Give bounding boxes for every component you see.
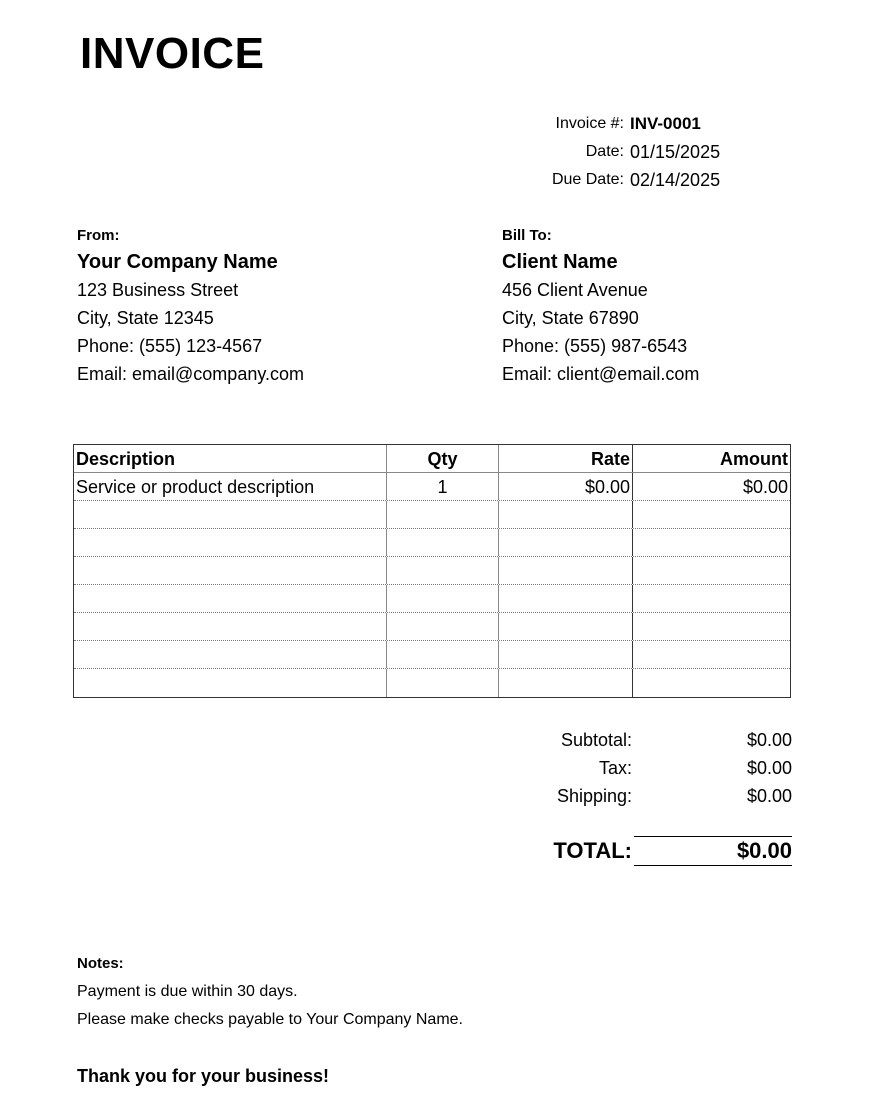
item-description	[74, 585, 387, 612]
item-amount	[633, 585, 790, 612]
line-items-table	[73, 444, 791, 698]
item-rate	[499, 501, 633, 528]
subtotal-label: Subtotal:	[560, 729, 632, 750]
from-phone: Phone: (555) 123-4567	[77, 336, 263, 356]
invoice-number-row	[500, 110, 740, 138]
notes-heading: Notes:	[77, 955, 124, 972]
invoice-number-value: INV-0001	[630, 114, 701, 133]
tax-value: $0.00	[746, 757, 792, 778]
table-row	[74, 501, 790, 529]
table-row	[74, 669, 790, 697]
notes-payment-terms: Payment is due within 30 days.	[77, 983, 298, 1000]
from-company-name: Your Company Name	[77, 251, 278, 273]
item-amount	[633, 557, 790, 584]
item-qty	[387, 641, 499, 668]
due-date-value: 02/14/2025	[630, 169, 721, 190]
column-header-qty: Qty	[387, 445, 499, 472]
shipping-label: Shipping:	[556, 785, 632, 806]
tax-row	[500, 754, 792, 782]
item-qty	[387, 529, 499, 556]
total-value: $0.00	[634, 836, 792, 866]
column-header-rate: Rate	[499, 445, 633, 472]
table-row	[74, 613, 790, 641]
item-qty	[387, 585, 499, 612]
from-city-state: City, State 12345	[77, 308, 214, 328]
client-email: Email: client@email.com	[502, 364, 700, 384]
item-description	[74, 557, 387, 584]
subtotal-row	[500, 726, 792, 754]
item-description	[74, 501, 387, 528]
table-row	[74, 641, 790, 669]
client-phone: Phone: (555) 987-6543	[502, 336, 688, 356]
table-row	[74, 585, 790, 613]
client-name: Client Name	[502, 251, 618, 273]
shipping-row	[500, 782, 792, 810]
item-amount: $0.00	[742, 477, 788, 497]
item-amount	[633, 669, 790, 697]
item-rate	[499, 613, 633, 640]
table-row	[74, 529, 790, 557]
item-rate	[499, 585, 633, 612]
subtotal-value: $0.00	[746, 729, 792, 750]
table-header-row	[74, 445, 790, 473]
item-amount	[633, 613, 790, 640]
from-section	[77, 224, 397, 388]
invoice-date-row	[500, 138, 740, 166]
item-description: Service or product description	[74, 473, 387, 500]
client-city-state: City, State 67890	[502, 308, 639, 328]
invoice-title: INVOICE	[80, 29, 265, 78]
item-rate	[499, 529, 633, 556]
due-date-label: Due Date:	[551, 171, 624, 188]
item-qty	[387, 669, 499, 697]
table-row	[74, 473, 790, 501]
shipping-value: $0.00	[746, 785, 792, 806]
item-rate	[499, 557, 633, 584]
item-description	[74, 529, 387, 556]
tax-label: Tax:	[598, 757, 632, 778]
column-header-amount: Amount	[720, 449, 788, 469]
item-qty: 1	[387, 473, 499, 500]
total-row	[500, 836, 792, 866]
totals-section	[500, 726, 792, 866]
from-heading: From:	[77, 227, 120, 244]
column-header-description: Description	[74, 445, 387, 472]
invoice-date-value: 01/15/2025	[630, 141, 721, 162]
notes-section	[77, 952, 577, 1034]
bill-to-heading: Bill To:	[502, 227, 552, 244]
item-qty	[387, 613, 499, 640]
bill-to-section	[502, 224, 822, 388]
notes-payable-to: Please make checks payable to Your Company Name.	[77, 1011, 463, 1028]
item-amount	[633, 501, 790, 528]
due-date-row	[500, 166, 740, 194]
from-address: 123 Business Street	[77, 280, 239, 300]
from-email: Email: email@company.com	[77, 364, 305, 384]
item-description	[74, 669, 387, 697]
client-address: 456 Client Avenue	[502, 280, 648, 300]
item-description	[74, 641, 387, 668]
item-rate	[499, 641, 633, 668]
item-rate	[499, 669, 633, 697]
invoice-number-label: Invoice #:	[555, 115, 624, 132]
thank-you-message: Thank you for your business!	[77, 1066, 330, 1086]
item-qty	[387, 557, 499, 584]
invoice-date-label: Date:	[585, 143, 624, 160]
item-description	[74, 613, 387, 640]
total-label: TOTAL:	[553, 838, 632, 863]
item-qty	[387, 501, 499, 528]
table-row	[74, 557, 790, 585]
item-amount	[633, 641, 790, 668]
item-amount	[633, 529, 790, 556]
invoice-meta	[500, 110, 740, 194]
item-rate: $0.00	[499, 473, 633, 500]
